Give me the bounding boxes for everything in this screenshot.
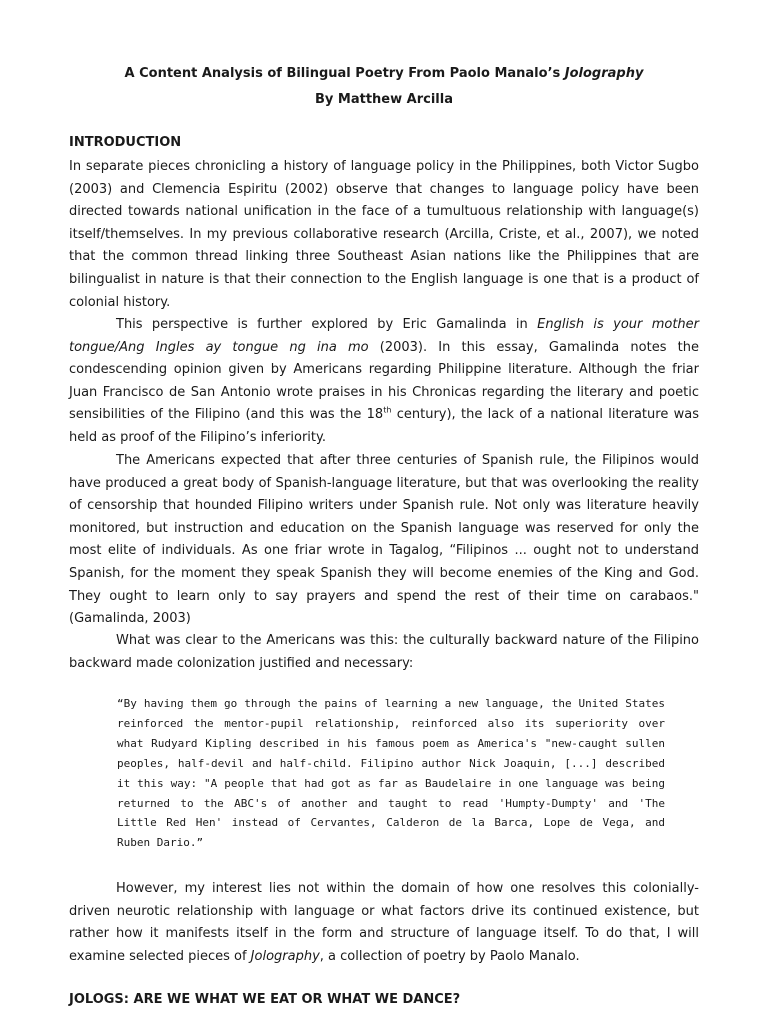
- title-text: A Content Analysis of Bilingual Poetry From Paolo Manalo’s: [124, 66, 565, 81]
- jologs-heading: JOLOGS: ARE WE WHAT WE EAT OR WHAT WE DANCE?: [69, 992, 461, 1007]
- paragraph-2-text-b: (2003). In this essay, Gamalinda notes the condescending opinion given by Americans regarding Philippine literature. Although the friar Juan Francisco de San Antonio wrote praises in his Chronicas regarding the literary and poetic sensibilities of the Filipino (and this was the 18: [69, 339, 699, 423]
- paragraph-2-text-a: This perspective is further explored by Eric Gamalinda in: [116, 317, 538, 332]
- block-quote: “By having them go through the pains of learning a new language, the United States reinforced the mentor-pupil relationship, reinforced also its superiority over what Rudyard Kipling described in his famous poem as America's "new-caught sullen peoples, half-devil and half-child. Filipino author Nick Joaquin, [...] described it this way: "A people that had got as far as Baudelaire in one language was being returned to the ABC's of another and taught to read 'Humpty-Dumpty' and 'The Little Red Hen' instead of Cervantes, Calderon de la Barca, Lope de Vega, and Ruben Dario.”: [117, 697, 665, 850]
- paragraph-4: What was clear to the Americans was this: the culturally backward nature of the Filipino backward made colonization justified and necessary:: [69, 633, 699, 671]
- title-italic-text: Jolography: [564, 66, 644, 81]
- paragraph-3: The Americans expected that after three centuries of Spanish rule, the Filipinos would have produced a great body of Spanish-language literature, but that was overlooking the reality of censorship that hounded Filipino writers under Spanish rule. Not only was literature heavily monitored, but instruction and education on the Spanish language was reserved for only the most elite of individuals. As one friar wrote in Tagalog, “Filipinos ... ought not to understand Spanish, for the moment they speak Spanish they will become enemies of the King and God. They ought to learn only to say prayers and spend the rest of their time on carabaos." (Gamalinda, 2003): [69, 453, 699, 627]
- paragraph-2: [69, 314, 699, 450]
- book-title-italic: Jolography: [250, 948, 320, 964]
- paragraph-1: In separate pieces chronicling a history of language policy in the Philippines, both Victor Sugbo (2003) and Clemencia Espiritu (2002) observe that changes to language policy have been directed towards national unification in the face of a tumultuous relationship with language(s) itself/themselves. In my previous collaborative research (Arcilla, Criste, et al., 2007), we noted that the common thread linking three Southeast Asian nations like the Philippines that are bilingualist in nature is that their connection to the English language is one that is a product of colonial history.: [69, 159, 699, 310]
- introduction-heading: INTRODUCTION: [69, 135, 182, 150]
- essay-title-italic: English is your mother tongue/Ang Ingles ay tongue ng ina mo: [69, 317, 700, 355]
- century-superscript: th: [383, 406, 392, 416]
- paragraph-5-text-b: , a collection of poetry by Paolo Manalo.: [319, 948, 580, 964]
- document-title: [0, 66, 768, 82]
- author-byline: By Matthew Arcilla: [315, 92, 453, 107]
- paragraph-2-text-c: century), the lack of a national literature was held as proof of the Filipino’s inferiority.: [69, 407, 699, 445]
- paragraph-5-text-a: However, my interest lies not within the domain of how one resolves this colonially-driven neurotic relationship with language or what factors drive its continued existence, but rather how it manifests itself in the form and structure of language itself. To do that, I will examine selected pieces of: [69, 881, 699, 964]
- paragraph-5: [69, 878, 699, 968]
